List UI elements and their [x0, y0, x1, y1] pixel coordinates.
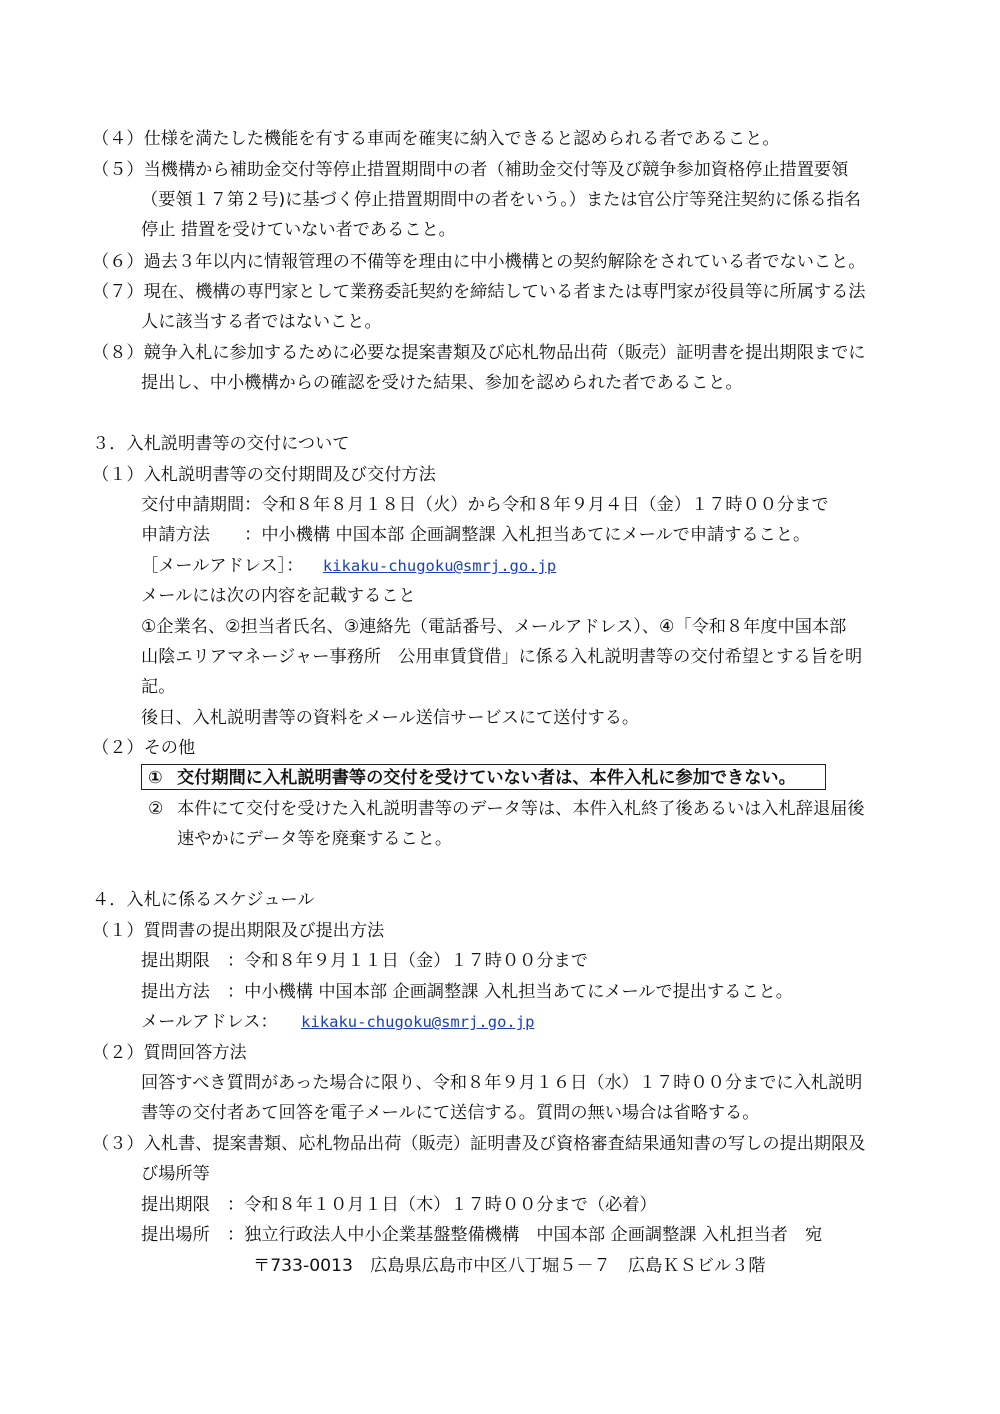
- item-5-line-2: （要領１７第２号)に基づく停止措置期間中の者をいう。）または官公庁等発注契約に係る指名: [141, 190, 861, 210]
- application-method: 申請方法 ：中小機構 中国本部 企画調整課 入札担当あてにメールで申請すること。: [141, 525, 811, 545]
- question-email-link[interactable]: kikaku-chugoku@smrj.go.jp: [301, 1013, 535, 1031]
- issuance-period: 交付申請期間：令和８年８月１８日（火）から令和８年９月４日（金）１７時００分まで: [141, 495, 829, 515]
- email-row: [141, 555, 556, 577]
- submission-place: 提出場所 ：独立行政法人中小企業基盤整備機構 中国本部 企画調整課 入札担当者 宛: [141, 1225, 823, 1245]
- submission-address: 〒733-0013 広島県広島市中区八丁堀５－７ 広島ＫＳビル３階: [253, 1256, 766, 1276]
- question-email-row: [141, 1011, 534, 1033]
- answer-line-1: 回答すべき質問があった場合に限り、令和８年９月１６日（水）１７時００分までに入札説明: [141, 1073, 863, 1093]
- item-5-line-1: （５）当機構から補助金交付等停止措置期間中の者（補助金交付等及び競争参加資格停止措置要領: [92, 160, 849, 180]
- email-link[interactable]: kikaku-chugoku@smrj.go.jp: [322, 557, 557, 575]
- section-3-sub-1: （１）入札説明書等の交付期間及び交付方法: [92, 465, 436, 485]
- item-8-line-2: 提出し、中小機構からの確認を受けた結果、参加を認められた者であること。: [141, 373, 743, 393]
- section-4-sub-3-line-2: び場所等: [141, 1164, 210, 1184]
- contents-line-1: ①企業名、②担当者氏名、③連絡先（電話番号、メールアドレス）、④「令和８年度中国本部: [141, 617, 847, 637]
- contents-intro: メールには次の内容を記載すること: [141, 586, 416, 606]
- item-7-line-1: （７）現在、機構の専門家として業務委託契約を締結している者または専門家が役員等に所属する法: [92, 282, 866, 302]
- question-method: 提出方法 ：中小機構 中国本部 企画調整課 入札担当あてにメールで提出すること。: [141, 982, 793, 1002]
- send-note: 後日、入札説明書等の資料をメール送信サービスにて送付する。: [141, 708, 640, 728]
- contents-line-3: 記。: [141, 677, 176, 697]
- item-5-line-3: 停止 措置を受けていない者であること。: [141, 220, 456, 240]
- email-label: ［メールアドレス］：: [141, 556, 304, 576]
- section-4-heading: ４．入札に係るスケジュール: [92, 890, 315, 910]
- question-email-label: メールアドレス：: [141, 1012, 278, 1032]
- contents-line-2: 山陰エリアマネージャー事務所 公用車賃貸借」に係る入札説明書等の交付希望とする旨を明: [141, 647, 863, 667]
- submission-deadline: 提出期限 ：令和８年１０月１日（木）１７時００分まで（必着）: [141, 1195, 657, 1215]
- question-deadline: 提出期限 ：令和８年９月１１日（金）１７時００分まで: [141, 951, 588, 971]
- other-item-2-line-2: 速やかにデータ等を廃棄すること。: [177, 829, 453, 849]
- item-4: （４）仕様を満たした機能を有する車両を確実に納入できると認められる者であること。: [92, 129, 780, 149]
- answer-line-2: 書等の交付者あて回答を電子メールにて送信する。質問の無い場合は省略する。: [141, 1103, 760, 1123]
- section-4-sub-3-line-1: （３）入札書、提案書類、応札物品出荷（販売）証明書及び資格審査結果通知書の写しの提出期限及: [92, 1134, 866, 1154]
- section-4-sub-1: （１）質問書の提出期限及び提出方法: [92, 921, 385, 941]
- other-item-1-number: ①: [148, 768, 163, 788]
- section-4-sub-2: （２）質問回答方法: [92, 1043, 247, 1063]
- other-item-2-line-1: 本件にて交付を受けた入札説明書等のデータ等は、本件入札終了後あるいは入札辞退届後: [177, 799, 865, 819]
- item-7-line-2: 人に該当する者ではないこと。: [141, 312, 382, 332]
- item-8-line-1: （８）競争入札に参加するために必要な提案書類及び応札物品出荷（販売）証明書を提出期限までに: [92, 343, 866, 363]
- other-item-1: 交付期間に入札説明書等の交付を受けていない者は、本件入札に参加できない。: [177, 768, 796, 788]
- item-6: （６）過去３年以内に情報管理の不備等を理由に中小機構との契約解除をされている者でないこと。: [92, 252, 866, 272]
- section-3-sub-2: （２）その他: [92, 738, 196, 758]
- section-3-heading: ３．入札説明書等の交付について: [92, 434, 350, 454]
- other-item-2-number: ②: [148, 799, 164, 819]
